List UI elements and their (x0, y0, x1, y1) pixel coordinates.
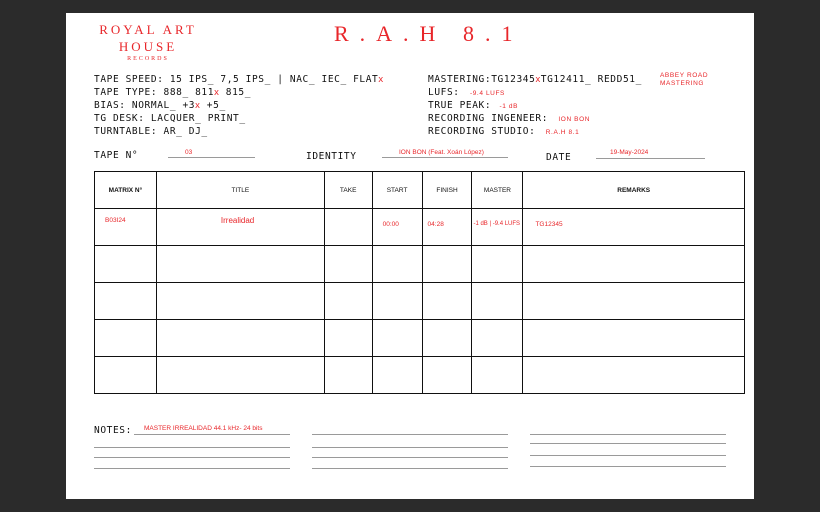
cell-title[interactable] (156, 320, 324, 357)
cell-start-text: 00:00 (382, 221, 399, 228)
table-row (95, 357, 745, 394)
logo (88, 22, 208, 62)
cell-matrix[interactable] (95, 320, 157, 357)
spec-bias-rest: +5_ (200, 100, 226, 111)
table-header-row (95, 172, 745, 209)
mastering-value: ABBEY ROAD MASTERING (660, 72, 709, 87)
cell-master[interactable] (472, 357, 523, 394)
table-row (95, 209, 745, 246)
cell-remarks-text: TG12345 (535, 221, 563, 228)
notes-value[interactable]: MASTER IRREALIDAD 44.1 kHz- 24 bits (144, 425, 263, 432)
lufs-value: -9.4 LUFS (469, 90, 505, 97)
cell-master[interactable] (472, 209, 523, 246)
spec-true-peak-label: TRUE PEAK: (428, 100, 492, 111)
spec-recording-studio-label: RECORDING STUDIO: (428, 126, 536, 137)
left-specs (94, 74, 384, 139)
note-line (134, 434, 290, 435)
cell-remarks[interactable] (523, 209, 745, 246)
selected-mark: x (378, 74, 384, 85)
recording-engineer-value: ION BON (558, 116, 591, 123)
cell-take[interactable] (324, 320, 372, 357)
spec-mastering (428, 74, 748, 87)
table-row (95, 320, 745, 357)
note-line (530, 455, 726, 456)
cell-master[interactable] (472, 246, 523, 283)
table-row (95, 283, 745, 320)
cell-finish[interactable] (422, 283, 472, 320)
identity-label: IDENTITY (306, 151, 357, 162)
note-line (94, 457, 290, 458)
cell-take[interactable] (324, 357, 372, 394)
cell-matrix[interactable] (95, 283, 157, 320)
cell-take[interactable] (324, 209, 372, 246)
cell-title[interactable] (156, 357, 324, 394)
cell-finish[interactable] (422, 246, 472, 283)
cell-take[interactable] (324, 246, 372, 283)
selected-mark: x (535, 74, 541, 85)
logo-line-3: RECORDS (127, 56, 169, 62)
cell-master[interactable] (472, 283, 523, 320)
cell-take-text (325, 209, 372, 218)
cell-take[interactable] (324, 283, 372, 320)
cell-remarks[interactable] (523, 357, 745, 394)
note-line (312, 447, 508, 448)
recording-sheet (66, 13, 754, 499)
col-header-remarks: REMARKS (523, 172, 745, 209)
cell-matrix[interactable] (95, 357, 157, 394)
logo-line-1: ROYAL ART (99, 22, 197, 37)
cell-start[interactable] (372, 209, 422, 246)
col-header-master: MASTER (472, 172, 523, 209)
sheet-title: R.A.H 8.1 (334, 21, 524, 46)
spec-tg-desk: TG DESK: LACQUER_ PRINT_ (94, 113, 246, 124)
col-header-take: TAKE (324, 172, 372, 209)
col-header-finish: FINISH (422, 172, 472, 209)
identity-value[interactable]: ION BON (Feat. Xoán López) (399, 149, 484, 156)
spec-bias-label: BIAS: NORMAL_ +3 (94, 100, 196, 111)
cell-title[interactable] (156, 246, 324, 283)
cell-start[interactable] (372, 246, 422, 283)
cell-finish[interactable] (422, 209, 472, 246)
cell-start[interactable] (372, 357, 422, 394)
note-line (312, 457, 508, 458)
spec-recording-studio (428, 126, 748, 139)
col-header-title: TITLE (156, 172, 324, 209)
spec-tape-speed-label: TAPE SPEED: 15 IPS_ 7,5 IPS_ | NAC_ IEC_ FLAT (94, 74, 379, 85)
table-row (95, 246, 745, 283)
note-line (94, 468, 290, 469)
spec-tape-type (94, 87, 384, 100)
spec-tape-type-label: TAPE TYPE: 888_ 811 (94, 87, 215, 98)
date-value[interactable]: 19-May-2024 (610, 149, 649, 156)
notes-label: NOTES: (94, 425, 132, 436)
cell-start[interactable] (372, 320, 422, 357)
cell-finish[interactable] (422, 320, 472, 357)
logo-line-2: HOUSE (118, 39, 178, 54)
tape-no-line (168, 157, 255, 158)
selected-mark: x (195, 100, 201, 111)
tape-no-label: TAPE N° (94, 150, 139, 161)
spec-lufs (428, 87, 748, 100)
note-line (94, 447, 290, 448)
recording-studio-value: R.A.H 8.1 (545, 129, 580, 136)
cell-remarks[interactable] (523, 320, 745, 357)
session-table (94, 171, 745, 394)
spec-turntable: TURNTABLE: AR_ DJ_ (94, 126, 208, 137)
cell-title[interactable] (156, 283, 324, 320)
spec-tape-speed (94, 74, 384, 87)
date-line (596, 158, 705, 159)
spec-recording-engineer (428, 113, 748, 126)
note-line (530, 434, 726, 435)
cell-start[interactable] (372, 283, 422, 320)
spec-tape-type-rest: 815_ (219, 87, 252, 98)
identity-line (382, 157, 508, 158)
tape-no-value[interactable]: 03 (185, 149, 193, 156)
note-line (312, 468, 508, 469)
spec-lufs-label: LUFS: (428, 87, 460, 98)
spec-recording-engineer-label: RECORDING INGENEER: (428, 113, 549, 124)
cell-matrix-text: B03I24 (105, 217, 126, 224)
right-specs (428, 74, 748, 139)
spec-mastering-rest: TG12411_ REDD51_ (540, 74, 642, 85)
cell-master-text: -1 dB | -9.4 LUFS (473, 221, 521, 227)
note-line (530, 466, 726, 467)
spec-mastering-label: MASTERING:TG12345 (428, 74, 536, 85)
cell-master[interactable] (472, 320, 523, 357)
true-peak-value: -1 dB (499, 103, 519, 110)
note-line (312, 434, 508, 435)
selected-mark: x (214, 87, 220, 98)
cell-title[interactable] (156, 209, 324, 246)
cell-title-text: Irrealidad (220, 216, 255, 225)
spec-bias (94, 100, 384, 113)
cell-finish[interactable] (422, 357, 472, 394)
cell-finish-text: 04:28 (427, 221, 444, 228)
col-header-start: START (372, 172, 422, 209)
note-line (530, 443, 726, 444)
spec-true-peak (428, 100, 748, 113)
cell-remarks[interactable] (523, 246, 745, 283)
cell-matrix[interactable] (95, 209, 157, 246)
cell-remarks[interactable] (523, 283, 745, 320)
cell-matrix[interactable] (95, 246, 157, 283)
date-label: DATE (546, 152, 572, 163)
col-header-matrix: MATRIX N° (95, 172, 157, 209)
